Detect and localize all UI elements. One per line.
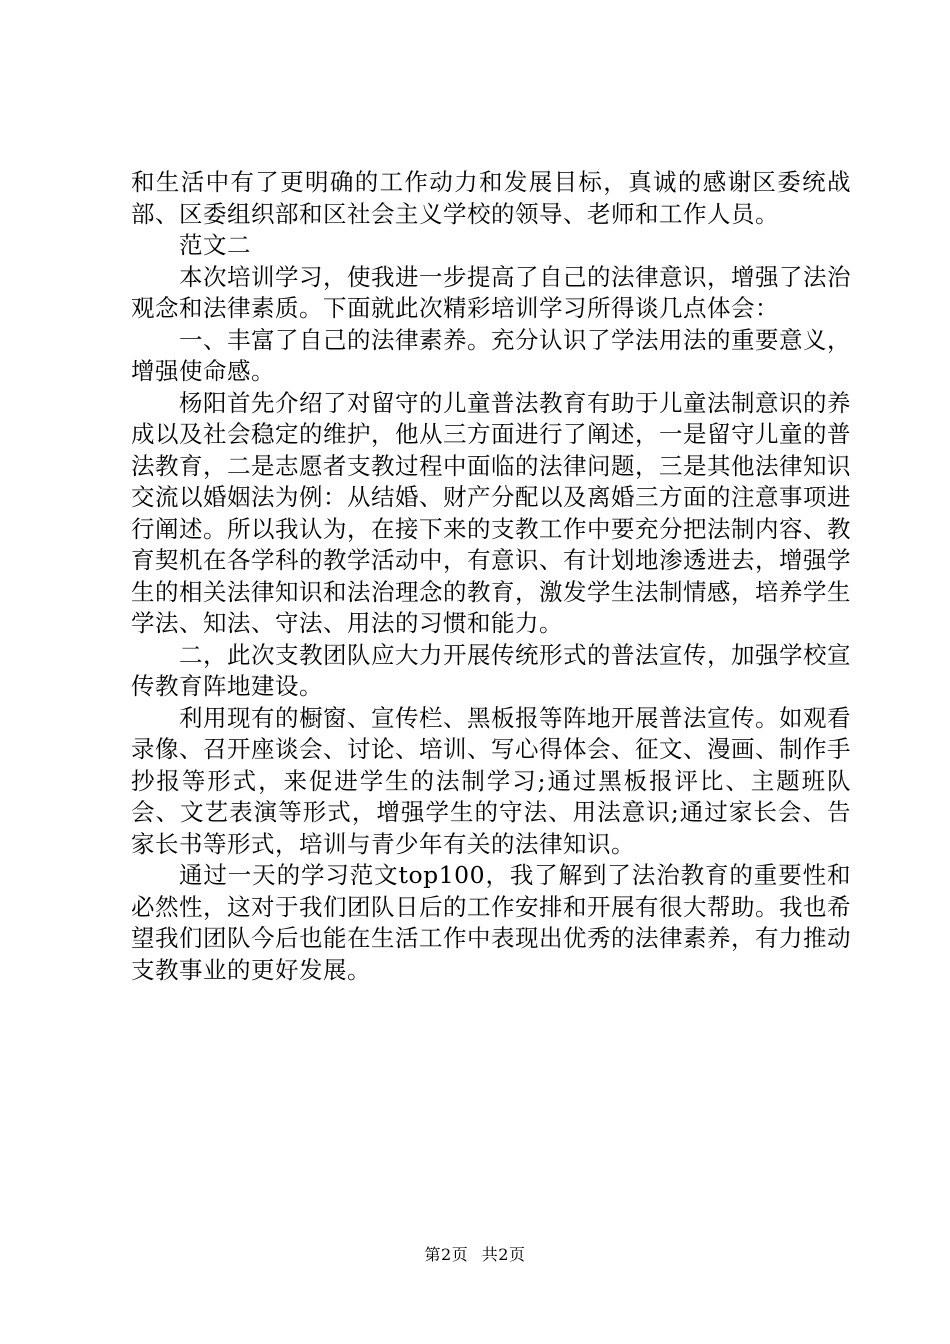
paragraph-conclusion: 通过一天的学习范文top100，我了解到了法治教育的重要性和必然性，这对于我们团队日后的工作安排和开展有很大帮助。我也希望我们团队今后也能在生活工作中表现出优秀的法律素养，有力推动支教事业的更好发展。 xyxy=(131,861,851,984)
page-footer xyxy=(0,1245,950,1265)
paragraph-continuation: 和生活中有了更明确的工作动力和发展目标，真诚的感谢区委统战部、区委组织部和区社会主义学校的领导、老师和工作人员。 xyxy=(131,168,851,228)
page-total: 共2页 xyxy=(481,1245,526,1264)
paragraph-point-one: 一、丰富了自己的法律素养。充分认识了学法用法的重要意义，增强使命感。 xyxy=(131,325,851,385)
paragraph-point-one-detail: 杨阳首先介绍了对留守的儿童普法教育有助于儿童法制意识的养成以及社会稳定的维护，他从三方面进行了阐述，一是留守儿童的普法教育，二是志愿者支教过程中面临的法律问题，三是其他法律知识交流以婚姻法为例：从结婚、财产分配以及离婚三方面的注意事项进行阐述。所以我认为，在接下来的支教工作中要充分把法制内容、教育契机在各学科的教学活动中，有意识、有计划地渗透进去，增强学生的相关法律知识和法治理念的教育，激发学生法制情感，培养学生学法、知法、守法、用法的习惯和能力。 xyxy=(131,388,851,637)
paragraph-point-two: 二，此次支教团队应大力开展传统形式的普法宣传，加强学校宣传教育阵地建设。 xyxy=(131,640,851,700)
section-heading-fanwen-2: 范文二 xyxy=(179,231,251,259)
document-body xyxy=(131,167,851,986)
paragraph-intro: 本次培训学习，使我进一步提高了自己的法律意识，增强了法治观念和法律素质。下面就此次精彩培训学习所得谈几点体会： xyxy=(131,262,851,322)
page-number: 第2页 xyxy=(424,1245,469,1264)
paragraph-point-two-detail: 利用现有的橱窗、宣传栏、黑板报等阵地开展普法宣传。如观看录像、召开座谈会、讨论、培训、写心得体会、征文、漫画、制作手抄报等形式，来促进学生的法制学习;通过黑板报评比、主题班队会、文艺表演等形式，增强学生的守法、用法意识;通过家长会、告家长书等形式，培训与青少年有关的法律知识。 xyxy=(131,703,851,858)
